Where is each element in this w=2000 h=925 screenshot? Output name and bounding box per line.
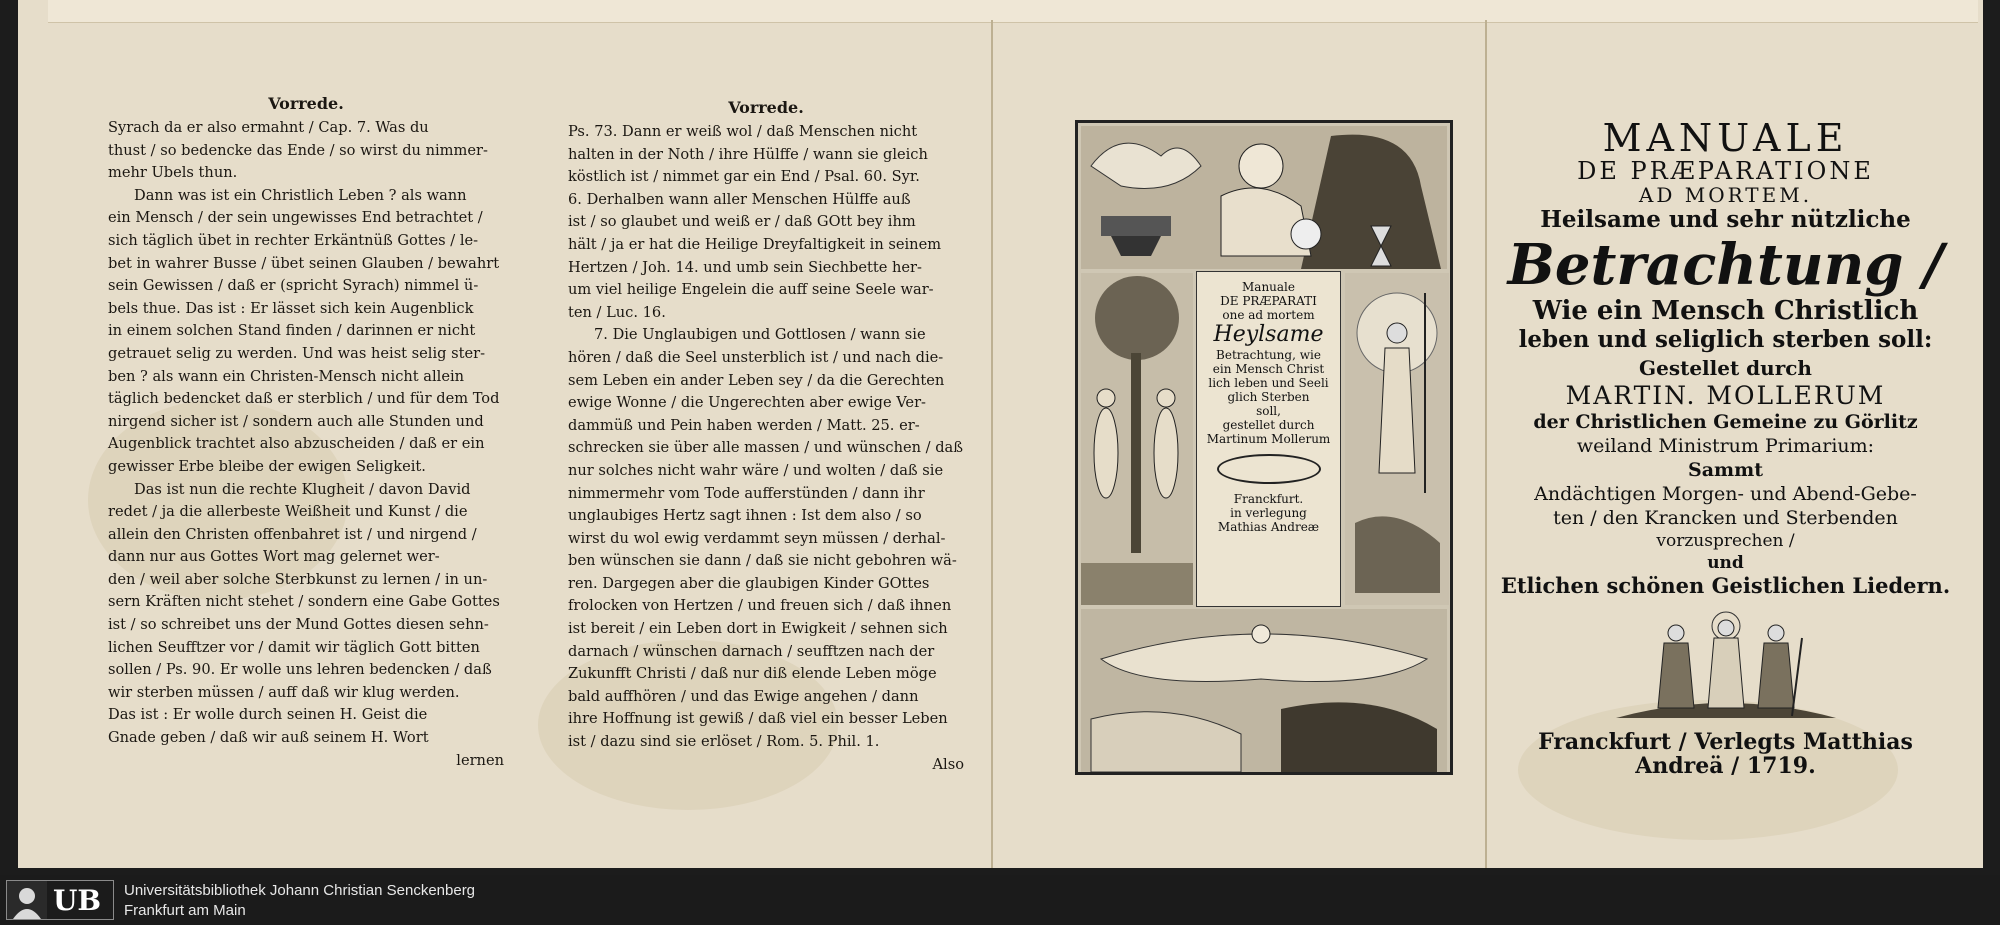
text-line: Syrach da er also ermahnt / Cap. 7. Was du (108, 119, 429, 136)
text-line: allein den Christen offenbahret ist / und nirgend / (108, 525, 477, 543)
cartouche-text: ein Mensch Christ (1212, 362, 1325, 376)
text-line: frolocken von Hertzen / und freuen sich / daß ihnen (568, 597, 952, 615)
knot-ornament (1217, 454, 1321, 484)
torn-top-edge (48, 0, 1978, 23)
cartouche-text: glich Sterben (1227, 390, 1310, 404)
contents-und: und (1707, 553, 1744, 573)
title-page (1498, 118, 1953, 778)
text-line: bald auffhören / und das Ewige angehen / dann (568, 687, 919, 705)
text-line: mehr Ubels thun. (108, 164, 238, 182)
author-name: MARTIN. MOLLERUM (1565, 381, 1886, 410)
text-line: köstlich ist / nimmet gar ein End / Psal. 60. Syr. (568, 168, 920, 186)
vignette-emmaus-engraving (1606, 608, 1846, 728)
author-intro: Gestellet durch (1639, 356, 1812, 380)
text-line: darnach / wünschen darnach / seufftzen nach der (568, 642, 935, 660)
engraving-risen-christ (1345, 273, 1449, 605)
text-line: ihre Hoffnung ist gewiß / daß viel ein besser Leben (568, 710, 948, 728)
imprint: Franckfurt / Verlegts Matthias Andreä / 1719. (1538, 729, 1913, 779)
text-line: nirgend sicher ist / sondern auch alle Stunden und (108, 412, 484, 430)
text-line: wirst du wol ewig verdammt seyn müssen / derhal- (568, 529, 946, 547)
text-line: 6. Derhalben wann aller Menschen Hülffe auß (568, 190, 911, 208)
author-office: der Christlichen Gemeine zu Görlitz (1533, 411, 1918, 433)
text-line: nimmermehr vom Tode aufferstünden / dann ihr (568, 484, 925, 502)
preface-page-left (108, 94, 504, 772)
senckenberg-portrait-icon (7, 881, 47, 919)
text-line: hören / daß die Seel unsterblich ist / und nach die- (568, 348, 944, 366)
text-line: Gnade geben / daß wir auß seinem H. Wort (108, 729, 429, 747)
text-line: den / weil aber solche Sterbkunst zu lernen / in un- (108, 570, 488, 588)
subtitle-line: leben und seliglich sterben soll: (1518, 326, 1933, 353)
text-line: dann nur aus Gottes Wort mag gelernet wer- (108, 548, 440, 566)
cartouche-text: Manuale (1242, 280, 1295, 294)
page-heading: Vorrede. (268, 94, 344, 113)
text-line: in einem solchen Stand finden / darinnen er nicht (108, 322, 476, 340)
text-line: halten in der Noth / ihre Hülffe / wann sie gleich (568, 145, 928, 163)
subtitle-heilsame: Heilsame und sehr nützliche (1540, 206, 1911, 233)
text-line: Ps. 73. Dann er weiß wol / daß Menschen nicht (568, 123, 918, 140)
title-de-praeparatione: DE PRÆPARATIONE (1577, 157, 1874, 185)
text-line: Augenblick trachtet also abzuscheiden / daß er ein (108, 435, 485, 453)
cartouche-text: Mathias Andreæ (1217, 520, 1320, 534)
text-line: bet in wahrer Busse / übet seinen Glauben / bewahrt (108, 254, 500, 272)
text-line: sern Kräften nicht stehet / sondern eine Gabe Gottes (108, 593, 500, 611)
text-line: Das ist : Er wolle durch seinen H. Geist die (108, 706, 428, 724)
text-line: unglaubiges Hertz sagt ihnen : Ist dem also / so (568, 507, 922, 525)
text-line: ist / dazu sind sie erlöset / Rom. 5. Phil. 1. (568, 733, 880, 751)
cartouche-text: Heylsame (1213, 322, 1324, 347)
text-line: um viel heilige Engelein die auff seine Seele war- (568, 281, 934, 299)
cartouche-text: Franckfurt. (1233, 492, 1304, 506)
text-line: gewisser Erbe bleibe der ewigen Seligkeit. (108, 457, 426, 475)
cartouche-text: Betrachtung, wie (1216, 348, 1321, 362)
frontispiece-title-cartouche (1196, 271, 1341, 607)
page-fold (1485, 20, 1487, 868)
contents-line: Andächtigen Morgen- und Abend-Gebe- (1534, 483, 1917, 505)
text-line: ewige Wonne / die Ungerechten aber ewige Ver- (568, 394, 926, 412)
contents-line: ten / den Krancken und Sterbenden (1553, 507, 1898, 529)
cartouche-text: one ad mortem (1222, 308, 1315, 322)
contents-line: vorzusprechen / (1656, 531, 1795, 551)
text-line: ben wünschen sie dann / daß sie nicht gebohren wä- (568, 552, 957, 570)
cartouche-text: in verlegung (1230, 506, 1307, 520)
text-line: ein Mensch / der sein ungewisses End betrachtet / (108, 209, 483, 227)
page-fold (991, 20, 993, 868)
text-line: täglich bedencket daß er sterblich / und für dem Tod (108, 390, 500, 408)
text-line: getrauet selig zu werden. Und was heist selig ster- (108, 344, 486, 362)
text-line: bels thue. Das ist : Er lässet sich kein Augenblick (108, 299, 474, 317)
text-line: schrecken sie über alle massen / und wünschen / daß (568, 439, 964, 457)
page-heading: Vorrede. (728, 98, 804, 117)
text-line: redet / ja die allerbeste Weißheit und Kunst / die (108, 503, 468, 521)
text-line: Hertzen / Joh. 14. und umb sein Siechbette her- (568, 258, 922, 276)
cartouche-text: soll, (1256, 404, 1281, 418)
subtitle-line: Wie ein Mensch Christlich (1532, 296, 1919, 326)
engraving-putto-with-skull (1081, 126, 1447, 269)
library-city: Frankfurt am Main (124, 902, 246, 919)
text-line: ren. Dargegen aber die glaubigen Kinder GOttes (568, 574, 930, 592)
text-line: hält / ja er hat die Heilige Dreyfaltigkeit in seinem (568, 235, 942, 253)
text-line: Das ist nun die rechte Klugheit / davon David (134, 480, 471, 498)
text-line: 7. Die Unglaubigen und Gottlosen / wann sie (594, 326, 926, 344)
subtitle-betrachtung: Betrachtung / (1507, 232, 1944, 298)
text-line: ist / so glaubet und weiß er / daß GOtt bey ihm (568, 213, 916, 231)
text-line: sich täglich übet in rechter Erkäntnüß Gottes / le- (108, 231, 479, 249)
text-line: sollen / Ps. 90. Er wolle uns lehren bedencken / daß (108, 661, 492, 679)
text-line: thust / so bedencke das Ende / so wirst du nimmer- (108, 141, 488, 159)
text-line: wir sterben müssen / auff daß wir klug werden. (108, 683, 460, 701)
cartouche-text: DE PRÆPARATI (1220, 294, 1317, 308)
text-line: nur solches nicht wahr wäre / und wolten / daß sie (568, 461, 944, 479)
cartouche-text: gestellet durch (1222, 418, 1315, 432)
text-line: Zukunfft Christi / daß nur diß elende Leben möge (568, 665, 937, 683)
text-line: sem Leben ein ander Leben sey / da die Gerechten (568, 371, 945, 389)
text-line: sein Gewissen / daß er (spricht Syrach) nimmel ü- (108, 277, 479, 295)
cartouche-text: Martinum Mollerum (1206, 432, 1331, 446)
text-line: ten / Luc. 16. (568, 303, 666, 321)
preface-page-center (568, 98, 964, 776)
contents-sammt: Sammt (1687, 459, 1764, 481)
frontispiece-engraving (1075, 120, 1453, 775)
title-ad-mortem: AD MORTEM. (1638, 183, 1813, 207)
library-logo[interactable] (6, 880, 114, 920)
text-line: ben ? als wann ein Christen-Mensch nicht allein (108, 367, 465, 385)
catchword: lernen (456, 751, 504, 769)
catchword: Also (932, 755, 964, 773)
engraving-last-judgement (1081, 609, 1447, 772)
title-manuale: MANUALE (1602, 116, 1849, 160)
text-line: ist / so schreibet uns der Mund Gottes diesen sehn- (108, 616, 489, 634)
text-line: lichen Seufftzer vor / damit wir täglich Gott bitten (108, 638, 480, 656)
text-line: dammüß und Pein haben werden / Matt. 25. er- (568, 416, 920, 434)
text-line: ist bereit / ein Leben dort in Ewigkeit / sehnen sich (568, 620, 948, 638)
engraving-adam-and-eve (1081, 273, 1193, 605)
text-line: Dann was ist ein Christlich Leben ? als wann (134, 186, 467, 204)
contents-line: Etlichen schönen Geistlichen Liedern. (1500, 573, 1951, 598)
cartouche-text: lich leben und Seeli (1208, 376, 1329, 390)
ub-logo-text: UB (53, 884, 102, 917)
library-footer (0, 875, 2000, 925)
author-office: weiland Ministrum Primarium: (1576, 435, 1875, 457)
library-name: Universitätsbibliothek Johann Christian Senckenberg (124, 882, 476, 899)
